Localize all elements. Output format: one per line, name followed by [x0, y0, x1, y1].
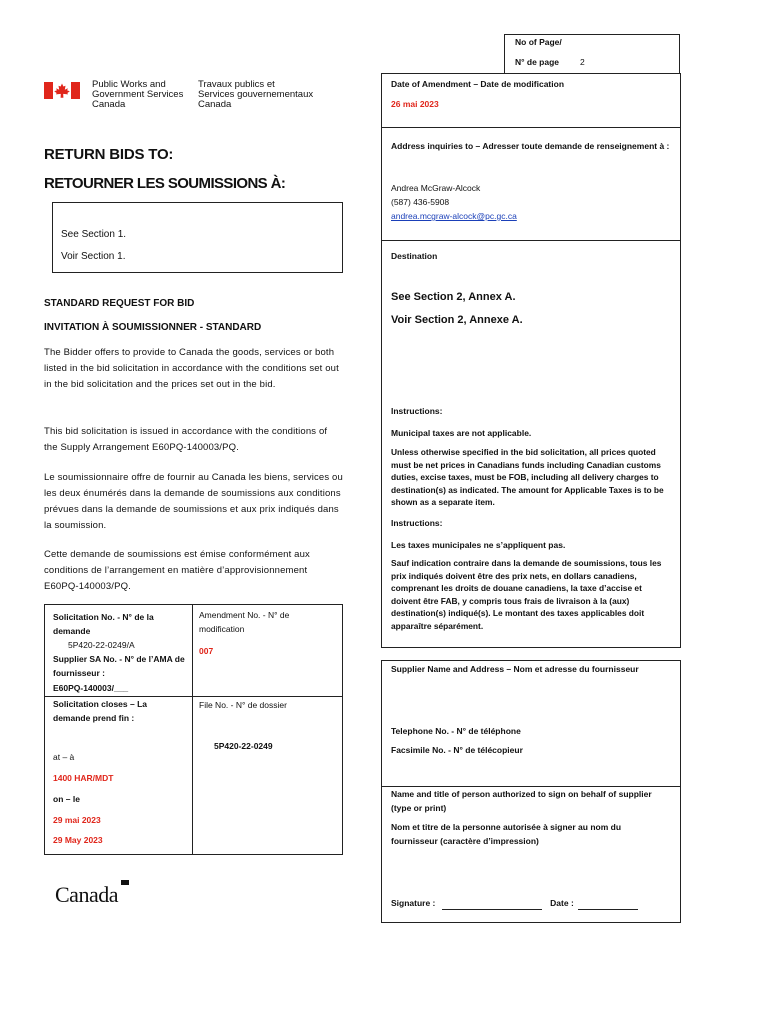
amendment-date-value: 26 mai 2023	[391, 99, 439, 109]
paragraph: Cette demande de soumissions est émise conformément aux conditions de l’arrangement en matière d’approvisionnement E60PQ-140003/PQ.	[44, 549, 310, 592]
dept-fr-line: Canada	[198, 99, 232, 110]
amendment-no-value: 007	[199, 646, 214, 656]
standard-request-title-fr: INVITATION À SOUMISSIONNER - STANDARD	[44, 322, 262, 333]
on-label: on – le	[53, 794, 80, 804]
signature-line[interactable]	[391, 896, 638, 910]
solicitation-closes-label: Solicitation closes – La demande prend fin :	[53, 699, 148, 723]
divider	[381, 127, 681, 128]
contact-name: Andrea McGraw-Alcock	[391, 183, 481, 193]
supplier-sa-value: E60PQ-140003/___	[53, 683, 129, 693]
dept-en-line: Canada	[92, 99, 126, 110]
instructions-label-en: Instructions:	[391, 406, 443, 416]
page-label: No of Page/	[515, 37, 562, 47]
instructions-body-fr: Sauf indication contraire dans la demande de soumissions, tous les prix indiqués doivent être des prix nets, en dollars canadiens, comprenant les droits de douane canadiens, la taxe d’accise et doivent être FAB, y compris tous frais de livraison à la (aux) destination(s) indiqué(s). Le montant des taxes applicables doit apparaître séparément.	[391, 558, 662, 631]
solicitation-no-label: Solicitation No. - N° de la demande	[53, 612, 154, 636]
solicitation-no-value: 5P420-22-0249/A	[68, 640, 135, 650]
dept-name-french	[198, 80, 313, 110]
authorized-person-en: Name and title of person authorized to sign on behalf of supplier (type or print)	[391, 789, 652, 813]
paragraph: The Bidder offers to provide to Canada the goods, services or both listed in the bid solicitation in accordance with the conditions set out in the bid solicitation and the prices set out in the bid.	[44, 347, 339, 390]
closing-date-en: 29 May 2023	[53, 835, 103, 845]
instructions-label-fr: Instructions:	[391, 518, 443, 528]
return-bids-title-en: RETURN BIDS TO:	[44, 146, 174, 163]
amendment-no-label: Amendment No. - N° de modification	[199, 610, 290, 634]
destination-label: Destination	[391, 251, 438, 261]
at-label: at – à	[53, 752, 75, 762]
authorized-person-fr: Nom et titre de la personne autorisée à signer au nom du fournisseur (caractère d’impression)	[391, 822, 622, 846]
telephone-label: Telephone No. - N° de téléphone	[391, 726, 521, 736]
signature-label: Signature :	[391, 898, 436, 908]
canada-wordmark	[55, 882, 118, 908]
facsimile-label: Facsimile No. - N° de télécopieur	[391, 745, 523, 755]
dept-name-english	[92, 80, 183, 110]
instructions-body-en: Unless otherwise specified in the bid solicitation, all prices quoted must be net prices in Canadians funds including Canadian customs duties, excise taxes, must be FOB, including all delivery charges to destination(s) as indicated. The amount for Applicable Taxes is to be shown as a separate item.	[391, 447, 664, 507]
file-no-label: File No. - N° de dossier	[199, 700, 287, 710]
dept-fr-line: Travaux publics et	[198, 79, 275, 90]
standard-request-title-en: STANDARD REQUEST FOR BID	[44, 298, 195, 309]
divider	[192, 604, 193, 855]
dept-fr-line: Services gouvernementaux	[198, 89, 314, 100]
divider	[381, 240, 681, 241]
contact-email-link[interactable]: andrea.mcgraw-alcock@pc.gc.ca	[391, 211, 517, 221]
page-number-value: 2	[580, 57, 585, 67]
date-blank[interactable]	[578, 899, 638, 910]
flag-icon	[121, 880, 129, 885]
closing-time: 1400 HAR/MDT	[53, 773, 114, 783]
file-no-value: 5P420-22-0249	[214, 741, 273, 751]
supplier-sa-label: Supplier SA No. - N° de l’AMA de fournisseur :	[53, 654, 185, 678]
date-label: Date :	[550, 898, 574, 908]
closing-date-fr: 29 mai 2023	[53, 815, 101, 825]
municipal-taxes-en: Municipal taxes are not applicable.	[391, 428, 532, 438]
return-bids-line-en: See Section 1.	[61, 229, 127, 240]
dept-en-line: Public Works and	[92, 79, 166, 90]
destination-en: See Section 2, Annex A.	[391, 291, 516, 303]
paragraph: This bid solicitation is issued in accordance with the conditions of the Supply Arrangement E60PQ-140003/PQ.	[44, 426, 328, 453]
canada-wordmark-text: Canada	[55, 882, 118, 907]
inquiries-label: Address inquiries to – Adresser toute demande de renseignement à :	[391, 141, 670, 151]
municipal-taxes-fr: Les taxes municipales ne s’appliquent pas.	[391, 540, 566, 550]
dept-en-line: Government Services	[92, 89, 184, 100]
contact-phone: (587) 436-5908	[391, 197, 450, 207]
return-bids-title-fr: RETOURNER LES SOUMISSIONS À:	[44, 175, 286, 192]
return-bids-line-fr: Voir Section 1.	[61, 251, 126, 262]
page-label-fr: N° de page	[515, 57, 560, 67]
supplier-label: Supplier Name and Address – Nom et adresse du fournisseur	[391, 664, 639, 674]
destination-fr: Voir Section 2, Annexe A.	[391, 314, 523, 326]
maple-leaf-icon	[44, 82, 80, 99]
signature-blank[interactable]	[442, 899, 542, 910]
paragraph: Le soumissionnaire offre de fournir au Canada les biens, services ou les deux énumérés dans la demande de soumissions aux conditions prévues dans la demande de soumissions et aux prix indiqués dans la soumission.	[44, 472, 343, 531]
amendment-date-label: Date of Amendment – Date de modification	[391, 79, 565, 89]
gov-flag-symbol	[44, 82, 80, 99]
